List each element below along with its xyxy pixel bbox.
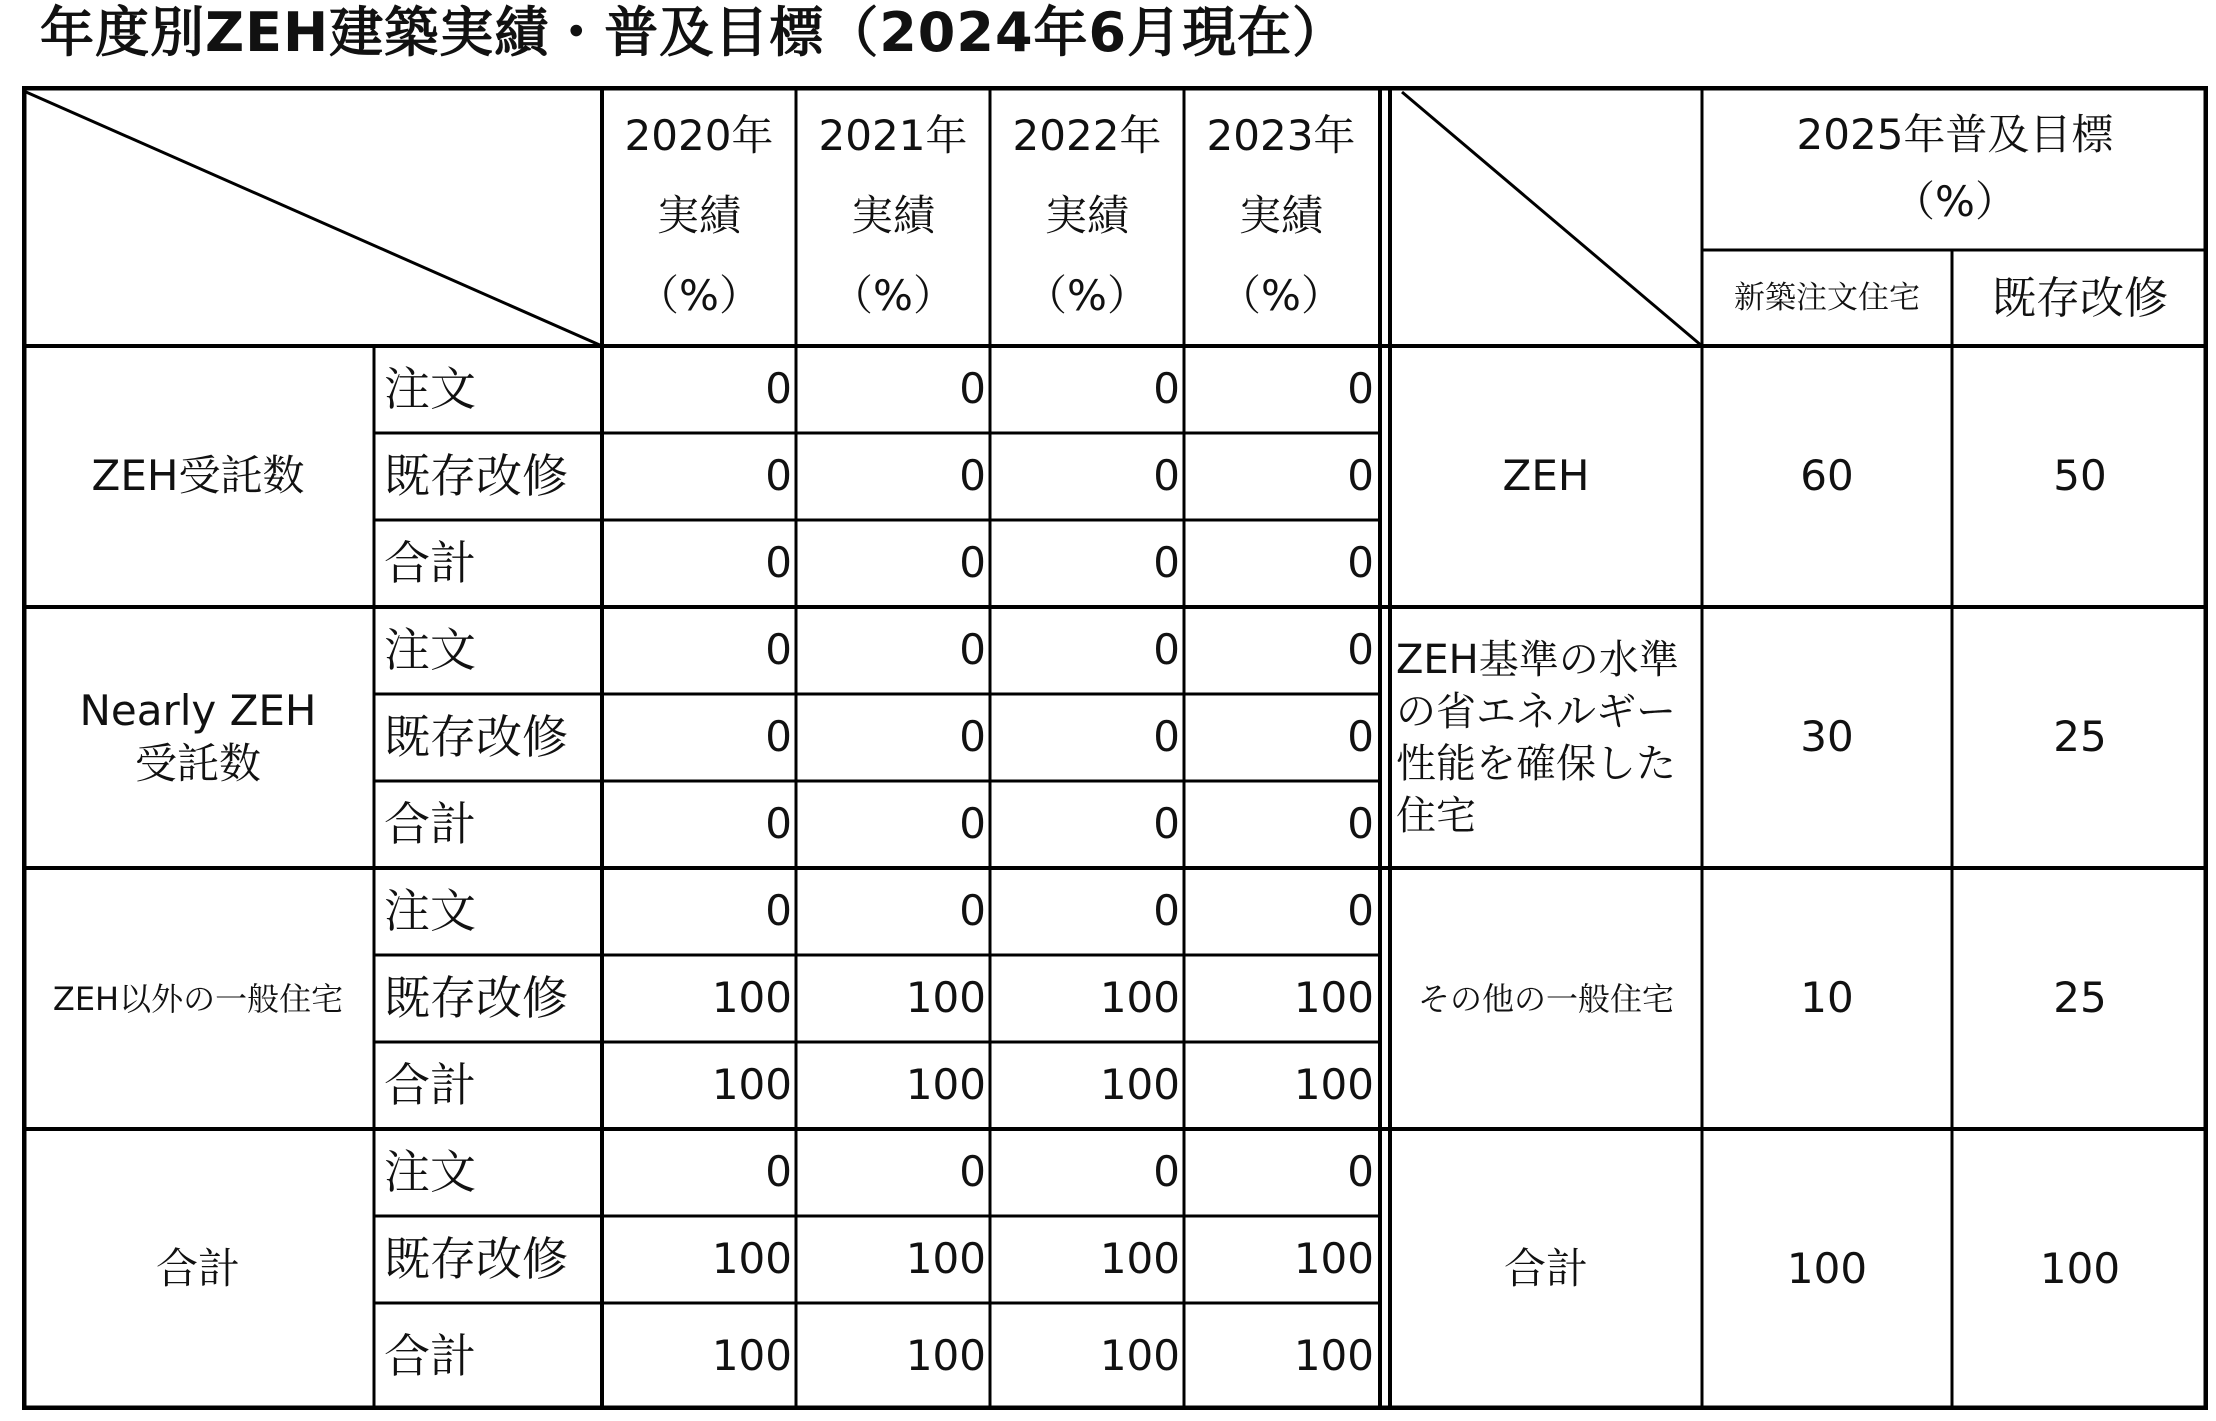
target-col-new: 新築注文住宅 (1734, 279, 1920, 316)
value-cell: 100 (1293, 1234, 1374, 1284)
header-label: 実績 (1238, 191, 1323, 241)
value-cell: 0 (1153, 451, 1180, 501)
target-new-value: 60 (1800, 451, 1854, 501)
group-label-nearly-zeh (22, 607, 374, 868)
header-unit: （%） (637, 270, 761, 320)
value-cell: 0 (1153, 364, 1180, 414)
value-cell: 0 (1347, 712, 1374, 762)
value-cell: 0 (959, 712, 986, 762)
zeh-table (22, 86, 2208, 1410)
group-label-general: ZEH以外の一般住宅 (52, 979, 344, 1018)
value-cell: 0 (1153, 625, 1180, 675)
value-cell: 0 (1347, 1147, 1374, 1197)
page-title: 年度別ZEH建築実績・普及目標（2024年6月現在） (40, 1, 1348, 64)
value-cell: 100 (905, 1060, 986, 1110)
group-label-zeh: ZEH受託数 (91, 451, 305, 501)
value-cell: 100 (905, 973, 986, 1023)
target-new-value: 100 (1786, 1244, 1868, 1294)
header-label: 実績 (1044, 191, 1129, 241)
header-year: 2023年 (1206, 111, 1356, 161)
value-cell: 0 (1153, 712, 1180, 762)
value-cell: 0 (1347, 886, 1374, 936)
target-renov-value: 100 (2039, 1244, 2121, 1294)
header-label: 実績 (656, 191, 741, 241)
header-unit: （%） (831, 270, 955, 320)
value-cell: 0 (1153, 538, 1180, 588)
value-cell: 0 (765, 712, 792, 762)
target-new-value: 30 (1800, 712, 1854, 762)
group-label-line: 受託数 (134, 738, 261, 788)
value-cell: 0 (1347, 364, 1374, 414)
header-unit: （%） (1025, 270, 1149, 320)
row-sublabel: 合計 (384, 1328, 476, 1383)
value-cell: 0 (1153, 886, 1180, 936)
value-cell: 100 (711, 973, 792, 1023)
value-cell: 0 (765, 364, 792, 414)
value-cell: 100 (1293, 1060, 1374, 1110)
group-label-total: 合計 (155, 1244, 240, 1294)
group-label-line: Nearly ZEH (79, 686, 317, 735)
value-cell: 0 (765, 1147, 792, 1197)
row-sublabel: 合計 (384, 535, 476, 590)
row-sublabel: 既存改修 (384, 1231, 568, 1286)
value-cell: 100 (711, 1331, 792, 1381)
row-sublabel: 既存改修 (384, 448, 568, 503)
row-sublabel: 合計 (384, 1057, 476, 1112)
target-renov-value: 25 (2053, 712, 2107, 762)
value-cell: 0 (959, 1147, 986, 1197)
value-cell: 100 (1293, 1331, 1374, 1381)
value-cell: 0 (959, 364, 986, 414)
header-year: 2022年 (1012, 111, 1162, 161)
header-2021 (796, 86, 990, 346)
value-cell: 100 (1099, 973, 1180, 1023)
target-new-value: 10 (1800, 973, 1854, 1023)
header-2023 (1184, 86, 1378, 346)
value-cell: 0 (765, 538, 792, 588)
value-cell: 0 (765, 451, 792, 501)
header-2022 (990, 86, 1184, 346)
header-unit: （%） (1219, 270, 1343, 320)
row-sublabel: 既存改修 (384, 970, 568, 1025)
header-2020 (602, 86, 796, 346)
value-cell: 100 (711, 1060, 792, 1110)
value-cell: 0 (959, 451, 986, 501)
value-cell: 100 (711, 1234, 792, 1284)
row-sublabel: 注文 (384, 1144, 476, 1199)
value-cell: 0 (959, 625, 986, 675)
value-cell: 0 (959, 886, 986, 936)
value-cell: 0 (1347, 625, 1374, 675)
target-header (1702, 86, 2208, 250)
target-renov-value: 50 (2053, 451, 2107, 501)
target-col-renov: 既存改修 (1992, 272, 2168, 324)
target-row-label: ZEH基準の水準の省エネルギー性能を確保した住宅 (1396, 636, 1679, 839)
value-cell: 100 (1099, 1234, 1180, 1284)
value-cell: 0 (765, 625, 792, 675)
row-sublabel: 注文 (384, 361, 476, 416)
value-cell: 100 (905, 1234, 986, 1284)
target-row-label: その他の一般住宅 (1417, 979, 1674, 1018)
value-cell: 100 (1099, 1331, 1180, 1381)
value-cell: 0 (1153, 1147, 1180, 1197)
header-label: 実績 (850, 191, 935, 241)
value-cell: 0 (959, 538, 986, 588)
target-renov-value: 25 (2053, 973, 2107, 1023)
value-cell: 100 (905, 1331, 986, 1381)
value-cell: 0 (1153, 799, 1180, 849)
value-cell: 0 (959, 799, 986, 849)
target-row-label: 合計 (1503, 1244, 1588, 1294)
value-cell: 0 (1347, 799, 1374, 849)
value-cell: 0 (1347, 538, 1374, 588)
row-sublabel: 注文 (384, 622, 476, 677)
value-cell: 0 (765, 886, 792, 936)
value-cell: 0 (765, 799, 792, 849)
header-year: 2020年 (624, 111, 774, 161)
row-sublabel: 既存改修 (384, 709, 568, 764)
value-cell: 0 (1347, 451, 1374, 501)
row-sublabel: 合計 (384, 796, 476, 851)
target-row-label: ZEH (1502, 451, 1590, 501)
value-cell: 100 (1293, 973, 1374, 1023)
target-header-unit: （%） (1893, 177, 2017, 226)
value-cell: 100 (1099, 1060, 1180, 1110)
row-sublabel: 注文 (384, 883, 476, 938)
header-year: 2021年 (818, 111, 968, 161)
target-header-title: 2025年普及目標 (1796, 109, 2114, 159)
